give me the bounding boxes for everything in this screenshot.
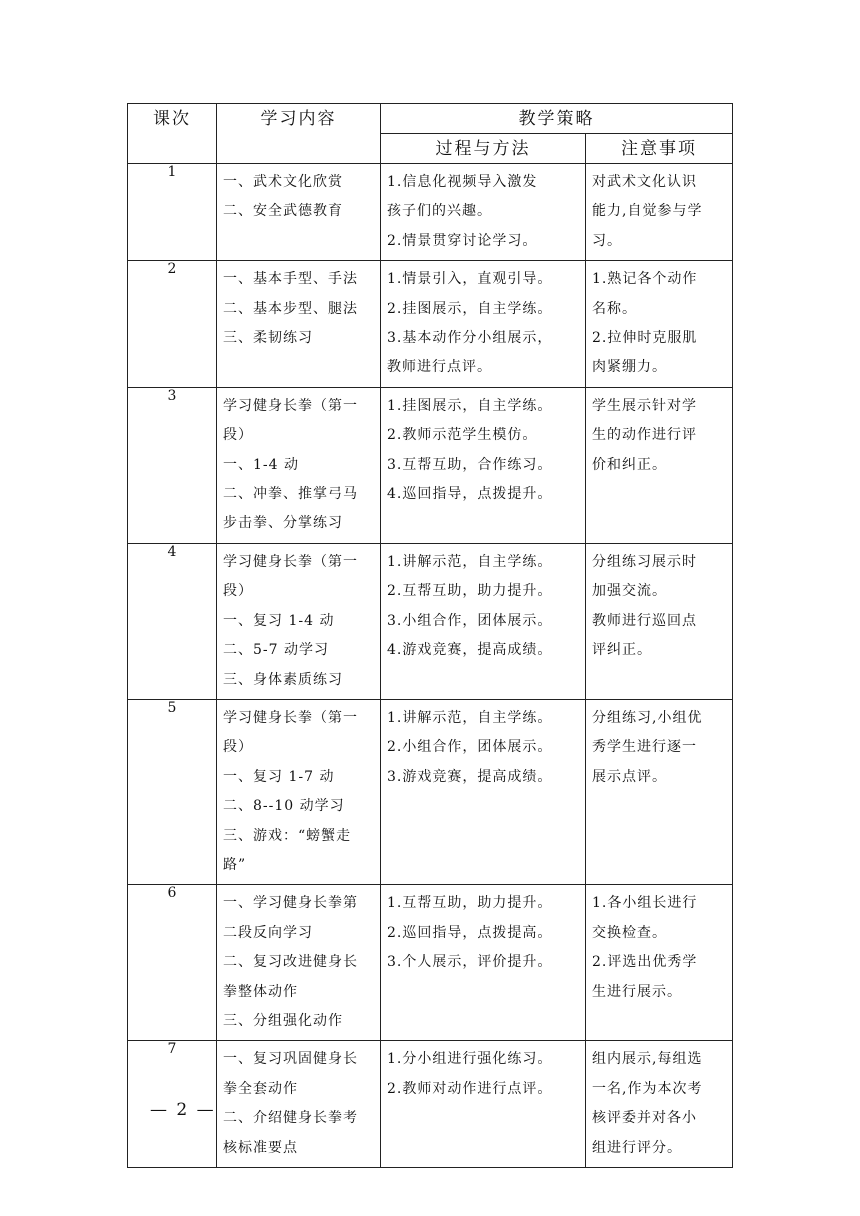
lesson-number: 1 <box>128 164 217 261</box>
content-cell <box>217 164 381 261</box>
content-cell <box>217 885 381 1041</box>
notes-line: 能力,自觉参与学 <box>592 203 703 220</box>
content-line: 学习健身长拳（第一 <box>223 397 358 414</box>
header-process: 过程与方法 <box>381 134 586 164</box>
content-cell <box>217 543 381 699</box>
process-line: 3.互帮互助，合作练习。 <box>387 456 553 473</box>
content-line: 二、复习改进健身长 <box>223 954 358 971</box>
notes-line: 生的动作进行评 <box>592 427 697 444</box>
content-line: 拳整体动作 <box>223 983 298 1000</box>
content-cell <box>217 1041 381 1168</box>
lesson-number: 4 <box>128 543 217 699</box>
table-row <box>128 387 733 543</box>
notes-line: 交换检查。 <box>592 924 667 941</box>
content-line: 步击拳、分掌练习 <box>223 515 343 532</box>
content-line: 三、柔韧练习 <box>223 330 313 347</box>
process-line: 1.分小组进行强化练习。 <box>387 1051 553 1068</box>
content-line: 路” <box>223 856 247 873</box>
content-line: 二、安全武德教育 <box>223 203 343 220</box>
content-line: 二、5-7 动学习 <box>223 642 329 659</box>
process-line: 3.游戏竞赛，提高成绩。 <box>387 768 553 785</box>
header-strategy: 教学策略 <box>381 104 733 134</box>
notes-cell <box>586 1041 733 1168</box>
notes-line: 展示点评。 <box>592 768 667 785</box>
content-line: 学习健身长拳（第一 <box>223 553 358 570</box>
notes-line: 分组练习展示时 <box>592 553 697 570</box>
process-line: 2.小组合作，团体展示。 <box>387 739 553 756</box>
process-cell <box>381 387 586 543</box>
content-line: 一、学习健身长拳第 <box>223 895 358 912</box>
process-line: 4.巡回指导，点拨提升。 <box>387 486 553 503</box>
process-line: 2.互帮互助，助力提升。 <box>387 583 553 600</box>
process-line: 1.互帮互助，助力提升。 <box>387 895 553 912</box>
notes-line: 组内展示,每组选 <box>592 1051 703 1068</box>
table-row <box>128 543 733 699</box>
content-line: 二段反向学习 <box>223 924 313 941</box>
content-line: 三、身体素质练习 <box>223 671 343 688</box>
content-line: 学习健身长拳（第一 <box>223 709 358 726</box>
process-cell <box>381 699 586 884</box>
notes-line: 2.评选出优秀学 <box>592 954 698 971</box>
process-line: 3.个人展示，评价提升。 <box>387 954 553 971</box>
process-line: 1.信息化视频导入激发 <box>387 174 538 190</box>
process-line: 2.挂图展示，自主学练。 <box>387 300 553 317</box>
process-line: 1.讲解示范，自主学练。 <box>387 709 553 726</box>
process-line: 2.情景贯穿讨论学习。 <box>387 232 538 249</box>
process-cell <box>381 885 586 1041</box>
process-line: 1.讲解示范，自主学练。 <box>387 553 553 570</box>
notes-line: 评纠正。 <box>592 642 652 659</box>
process-line: 2.教师示范学生模仿。 <box>387 427 538 444</box>
lesson-number: 5 <box>128 699 217 884</box>
notes-cell <box>586 261 733 388</box>
table-body <box>128 164 733 1168</box>
process-line: 孩子们的兴趣。 <box>387 203 492 220</box>
notes-line: 2.拉伸时克服肌 <box>592 330 698 347</box>
lesson-number: 7 <box>128 1041 217 1168</box>
content-line: 一、复习巩固健身长 <box>223 1051 358 1068</box>
lesson-number: 3 <box>128 387 217 543</box>
process-cell <box>381 543 586 699</box>
notes-line: 1.熟记各个动作 <box>592 271 698 288</box>
content-line: 二、基本步型、腿法 <box>223 300 358 317</box>
notes-line: 核评委并对各小 <box>592 1110 697 1127</box>
page-number: — 2 — <box>150 1100 216 1120</box>
notes-line: 生进行展示。 <box>592 983 682 1000</box>
process-line: 教师进行点评。 <box>387 359 492 376</box>
content-line: 三、游戏：“螃蟹走 <box>223 827 352 844</box>
table-header <box>128 104 733 164</box>
content-line: 二、冲拳、推掌弓马 <box>223 486 358 503</box>
notes-line: 秀学生进行逐一 <box>592 739 697 756</box>
header-lesson: 课次 <box>128 104 217 164</box>
notes-line: 名称。 <box>592 300 637 317</box>
notes-cell <box>586 543 733 699</box>
content-line: 二、8--10 动学习 <box>223 798 345 815</box>
process-line: 2.巡回指导，点拨提高。 <box>387 924 553 941</box>
content-cell <box>217 699 381 884</box>
content-cell <box>217 261 381 388</box>
notes-cell <box>586 164 733 261</box>
process-line: 3.基本动作分小组展示， <box>387 330 553 347</box>
content-line: 二、介绍健身长拳考 <box>223 1110 358 1127</box>
header-content: 学习内容 <box>217 104 381 164</box>
process-line: 4.游戏竞赛，提高成绩。 <box>387 642 553 659</box>
table-row <box>128 261 733 388</box>
table-row <box>128 885 733 1041</box>
lesson-number: 6 <box>128 885 217 1041</box>
process-cell <box>381 261 586 388</box>
content-line: 段） <box>223 427 253 444</box>
table-row <box>128 1041 733 1168</box>
notes-line: 一名,作为本次考 <box>592 1080 703 1097</box>
teaching-plan-table <box>127 103 733 1168</box>
lesson-number: 2 <box>128 261 217 388</box>
process-cell <box>381 1041 586 1168</box>
table-row <box>128 164 733 261</box>
notes-line: 加强交流。 <box>592 583 667 600</box>
content-line: 三、分组强化动作 <box>223 1012 343 1029</box>
notes-line: 教师进行巡回点 <box>592 612 697 629</box>
process-cell <box>381 164 586 261</box>
content-line: 段） <box>223 739 253 756</box>
notes-line: 1.各小组长进行 <box>592 895 698 912</box>
header-notes: 注意事项 <box>586 134 733 164</box>
content-line: 一、复习 1-7 动 <box>223 768 335 785</box>
notes-line: 价和纠正。 <box>592 456 667 473</box>
content-cell <box>217 387 381 543</box>
notes-line: 组进行评分。 <box>592 1139 682 1156</box>
process-line: 3.小组合作，团体展示。 <box>387 612 553 629</box>
content-line: 一、复习 1-4 动 <box>223 612 335 629</box>
table-row <box>128 699 733 884</box>
notes-line: 肉紧绷力。 <box>592 359 667 376</box>
process-line: 1.情景引入，直观引导。 <box>387 271 553 288</box>
notes-line: 习。 <box>592 232 622 249</box>
process-line: 2.教师对动作进行点评。 <box>387 1080 553 1097</box>
content-line: 拳全套动作 <box>223 1080 298 1097</box>
notes-cell <box>586 885 733 1041</box>
process-line: 1.挂图展示，自主学练。 <box>387 397 553 414</box>
content-line: 一、1-4 动 <box>223 456 299 473</box>
notes-cell <box>586 699 733 884</box>
notes-line: 分组练习,小组优 <box>592 709 703 726</box>
notes-cell <box>586 387 733 543</box>
notes-line: 学生展示针对学 <box>592 397 697 414</box>
content-line: 一、基本手型、手法 <box>223 271 358 288</box>
content-line: 段） <box>223 583 253 600</box>
notes-line: 对武术文化认识 <box>592 174 697 190</box>
content-line: 核标准要点 <box>223 1139 298 1156</box>
content-line: 一、武术文化欣赏 <box>223 174 343 190</box>
